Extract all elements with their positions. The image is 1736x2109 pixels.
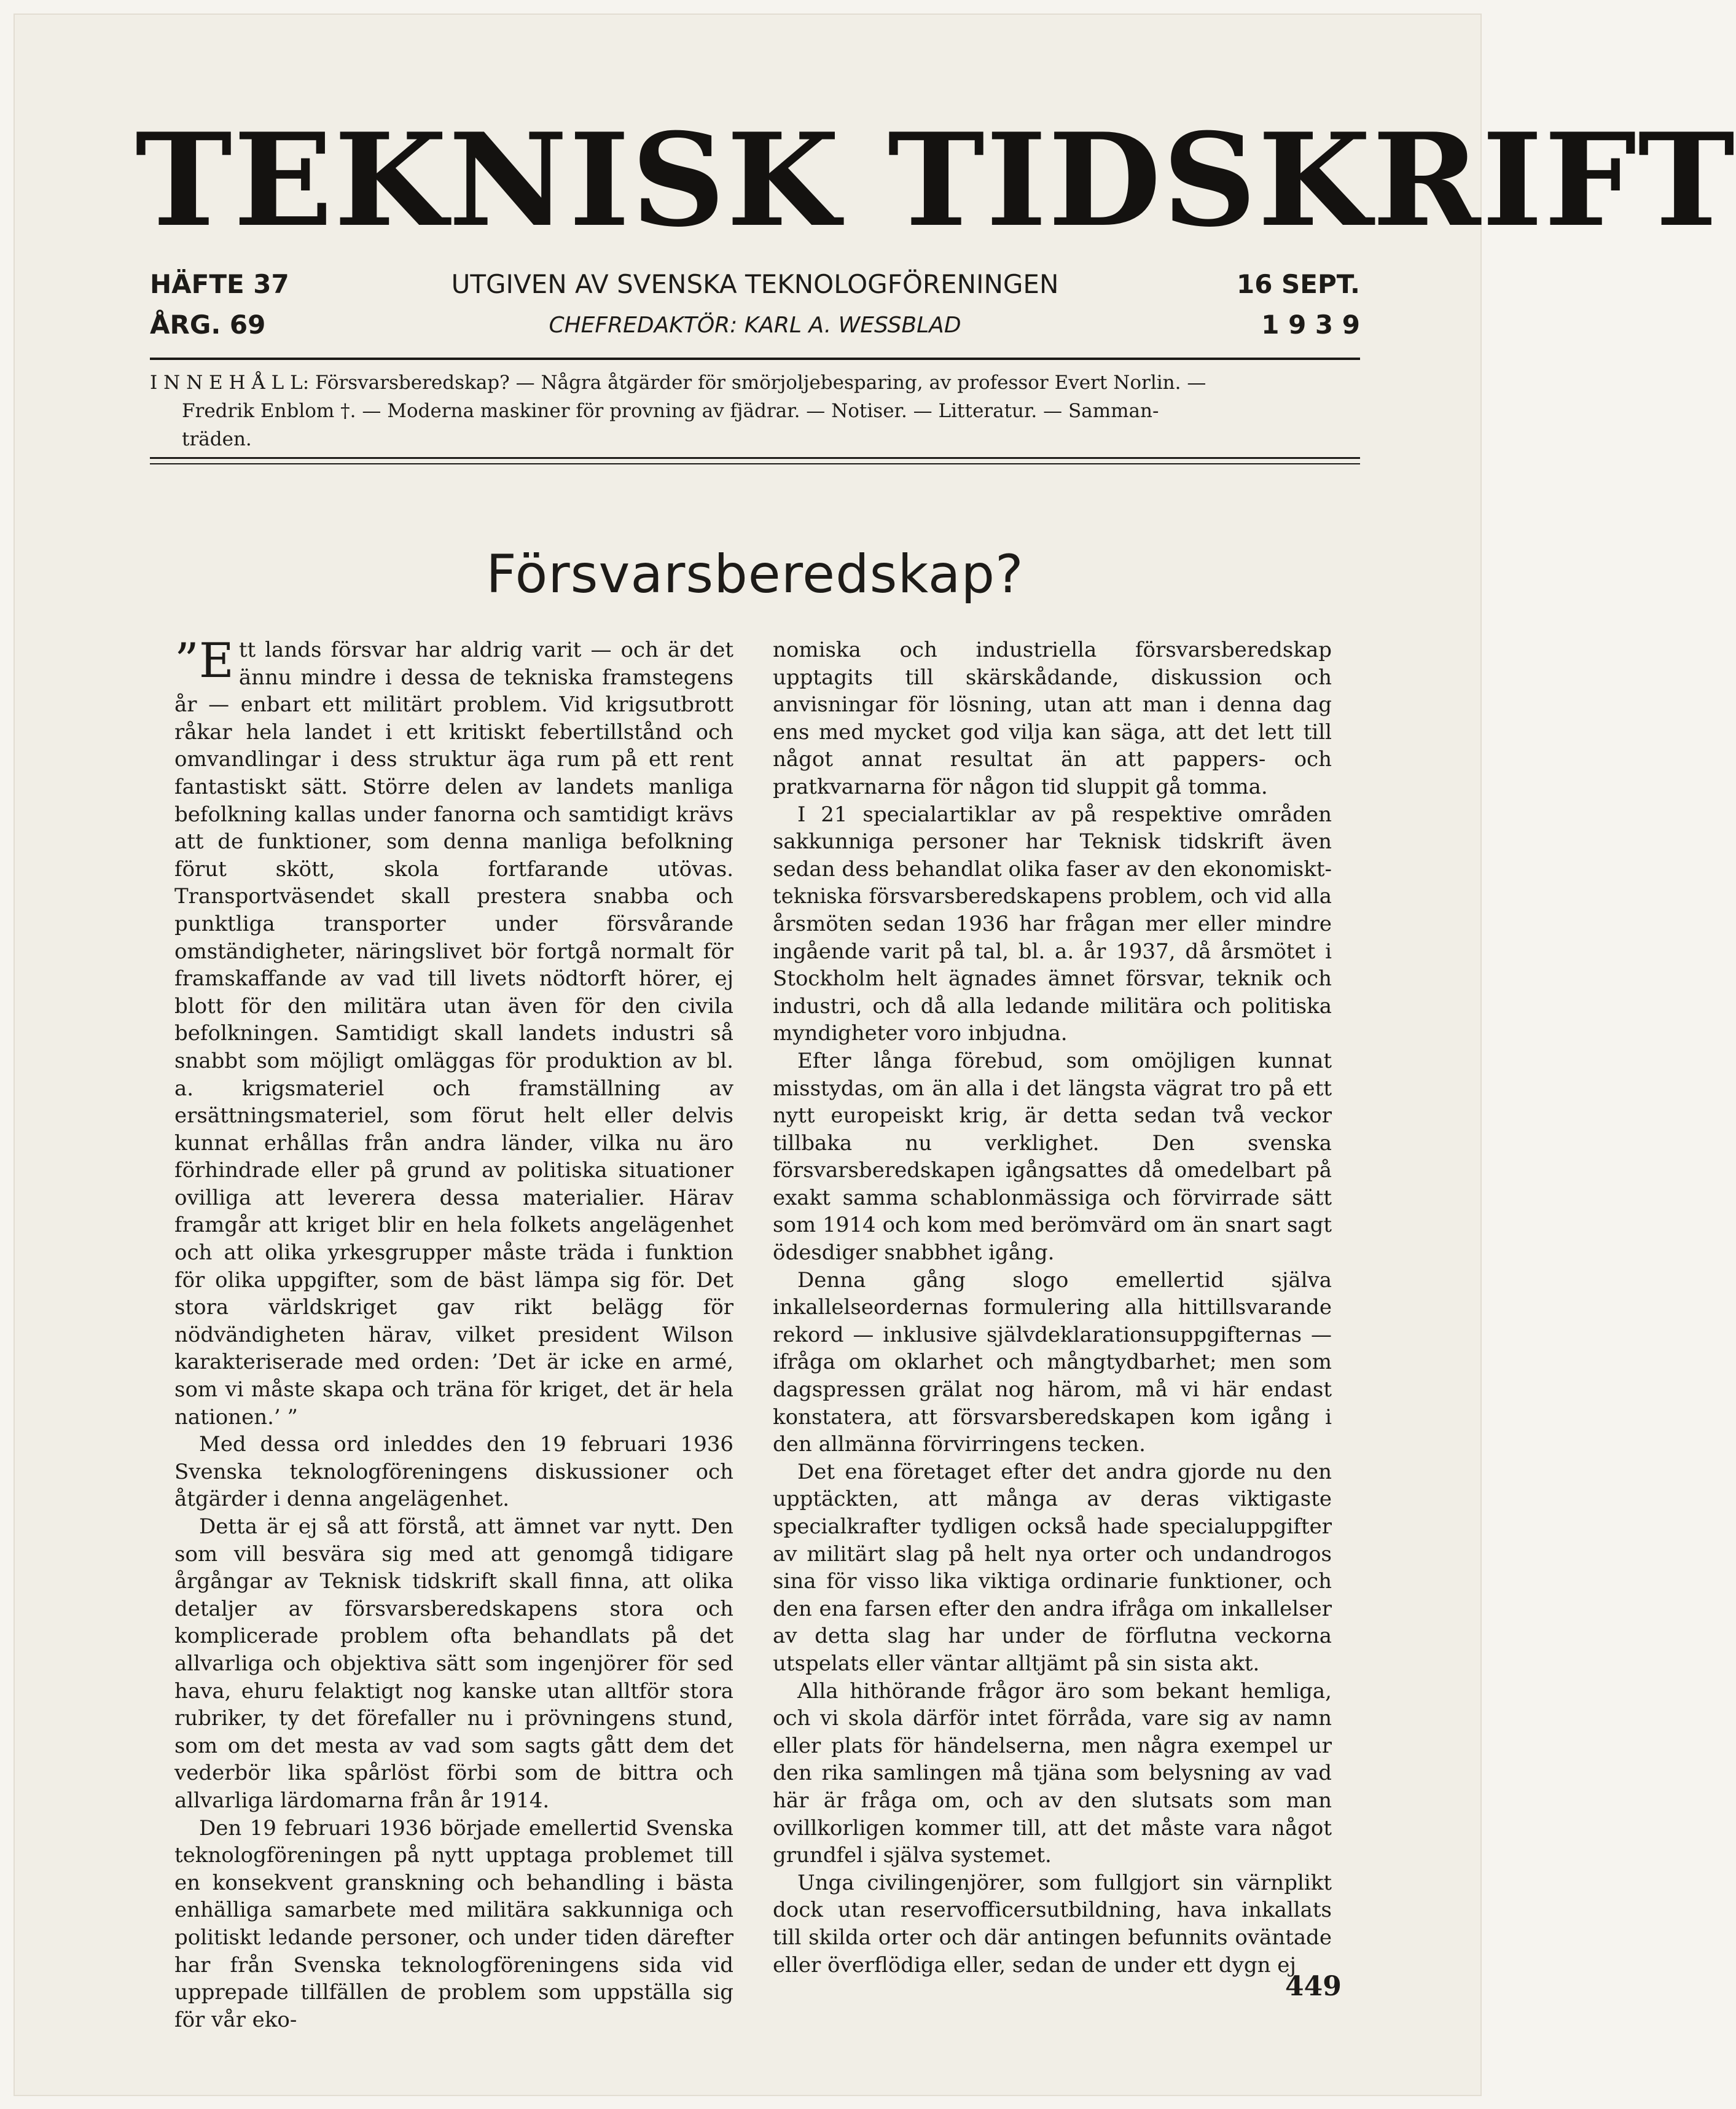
contents-line-2: Fredrik Enblom †. — Moderna maskiner för provning av fjädrar. — Notiser. — Litteratur. — Samman- <box>182 400 1159 422</box>
contents-line-3: träden. <box>182 428 252 450</box>
article-paragraph: Efter långa förebud, som omöjligen kunnat misstydas, om än alla i det längsta vägrat tro på ett nytt europeiskt krig, är detta sedan två veckor tillbaka nu verklighet. Den svenska försvarsberedskapen igångsattes då omedelbart på exakt samma schablonmässiga och förvirrade sätt som 1914 och kom med berömvärd om än snart sagt ödesdiger snabbhet igång. <box>773 1048 1332 1266</box>
contents-rule-2 <box>150 463 1360 464</box>
editor-line: CHEFREDAKTÖR: KARL A. WESSBLAD <box>549 313 961 338</box>
header-rule <box>150 358 1360 360</box>
article-paragraph <box>174 633 733 1431</box>
article-title: Försvarsberedskap? <box>486 544 1024 605</box>
article-paragraph: Detta är ej så att förstå, att ämnet var nytt. Den som vill besvära sig med att genomgå tidigare årgångar av Teknisk tidskrift skall finna, att olika detaljer av försvarsberedskapens stora och komplicerade problem ofta behandlats på det allvarliga och objektiva sätt som ingenjörer för sed hava, ehuru felaktigt nog kanske utan alltför stora rubriker, ty det förefaller nu i prövningens stund, som om det mesta av vad som sagts gått dem det vederbör lika spårlöst förbi som de bittra och allvarliga lärdomarna från år 1914. <box>174 1514 733 1813</box>
contents-lead: I N N E H Å L L: <box>150 372 310 394</box>
page-sheet <box>14 14 1736 2096</box>
contents-line-1: Försvarsberedskap? — Några åtgärder för smörjoljebesparing, av professor Evert Norlin. — <box>315 372 1206 394</box>
table-of-contents <box>150 369 1360 453</box>
article-paragraph: Alla hithörande frågor äro som bekant hemliga, och vi skola därför intet förråda, vare sig av namn eller plats för händelserna, men några exempel ur den rika samlingen må tjäna som belysning av vad här är fråga om, och av den slutsats som man ovillkorligen kommer till, att det måste vara något grundfel i själva systemet. <box>773 1678 1332 1868</box>
date-label: 16 SEPT. <box>1236 269 1360 299</box>
article-paragraph: nomiska och industriella försvarsberedskap upptagits till skärskådande, diskussion och anvisningar för lösning, utan att man i denna dag ens med mycket god vilja kan säga, att det lett till något annat resultat än att pappers- och pratkvarnarna för någon tid sluppit gå tomma. <box>773 638 1332 799</box>
article-paragraph: Unga civilingenjörer, som fullgjort sin värnplikt dock utan reservofficersutbildning, hava inkallats till skilda orter och där antingen befunnits oväntade eller överflödiga eller, sedan de under ett dygn ej <box>773 1870 1332 1978</box>
article-paragraph: Denna gång slogo emellertid själva inkallelseordernas formulering alla hittillsvarande rekord — inklusive självdeklarationsuppgifternas — ifråga om oklarhet och mångtydbarhet; men som dagspressen grälat nog härom, må vi här endast konstatera, att försvarsberedskapen kom igång i den allmänna förvirringens tecken. <box>773 1267 1332 1457</box>
article-column-right <box>773 636 1332 1979</box>
page-number: 449 <box>1285 1971 1342 2002</box>
masthead-title: TEKNISK TIDSKRIFT <box>135 106 1736 256</box>
year-label: 1 9 3 9 <box>1261 310 1360 340</box>
drop-cap: ”E <box>174 633 234 689</box>
article-paragraph: Det ena företaget efter det andra gjorde nu den upptäckten, att många av deras viktigaste specialkrafter tydligen också hade specialuppgifter av militärt slag på helt nya orter och undandrogos sina för visso lika viktiga ordinarie funktioner, och den ena farsen efter den andra ifråga om inkallelser av detta slag har under de förflutna veckorna utspelats eller väntar alltjämt på sin sista akt. <box>773 1459 1332 1676</box>
article-paragraph: I 21 specialartiklar av på respektive områden sakkunniga personer har Teknisk tidskrift även sedan dess behandlat olika faser av den ekonomiskt-tekniska försvarsberedskapens problem, och vid alla årsmöten sedan 1936 har frågan mer eller mindre ingående varit på tal, bl. a. år 1937, då årsmötet i Stockholm helt ägnades ämnet försvar, teknik och industri, och då alla ledande militära och politiska myndigheter voro inbjudna. <box>773 802 1332 1046</box>
publisher-line: UTGIVEN AV SVENSKA TEKNOLOGFÖRENINGEN <box>451 269 1059 299</box>
article-paragraph: Den 19 februari 1936 började emellertid Svenska teknologföreningen på nytt upptaga problemet till en konsekvent granskning och behandling i bästa enhälliga samarbete med militära sakkunniga och politiskt ledande personer, och under tiden därefter har från Svenska teknologföreningens sida vid upprepade tillfällen de problem som uppställa sig för vår eko- <box>174 1815 733 2032</box>
contents-rule-1 <box>150 457 1360 459</box>
article-paragraph: Med dessa ord inleddes den 19 februari 1936 Svenska teknologföreningens diskussioner och åtgärder i denna angelägenhet. <box>174 1432 733 1512</box>
volume-label: ÅRG. 69 <box>150 310 266 340</box>
paragraph-text: tt lands försvar har aldrig varit — och är det ännu mindre i dessa de tekniska framstegens år — enbart ett militärt problem. Vid krigsutbrott råkar hela landet i ett kritiskt febertillstånd och omvandlingar i dess struktur äga rum på ett rent fantastiskt sätt. Större delen av landets manliga befolkning kallas under fanorna och samtidigt krävs att de funktioner, som denna manliga befolkning förut skött, skola fortfarande utövas. Transportväsendet skall prestera snabba och punktliga transporter under försvårande omständigheter, näringslivet bör fortgå normalt för framskaffande av vad till livets nödtorft hörer, ej blott för den militära utan även för den civila befolkningen. Samtidigt skall landets industri så snabbt som möjligt omläggas för produktion av bl. a. krigsmateriel och framställning av ersättningsmateriel, som förut helt eller delvis kunnat erhållas från andra länder, vilka nu äro förhindrade eller på grund av politiska situationer ovilliga att leverera dessa materialier. Härav framgår att kriget blir en hela folkets angelägenhet och att olika yrkesgrupper måste träda i funktion för olika uppgifter, som de bäst lämpa sig för. Det stora världskriget gav rikt belägg för nödvändigheten härav, vilket president Wilson karakteriserade med orden: ’Det är icke en armé, som vi måste skapa och träna för kriget, det är hela nationen.’ ” <box>174 638 733 1430</box>
issue-label: HÄFTE 37 <box>150 269 289 299</box>
article-column-left <box>174 633 733 2033</box>
